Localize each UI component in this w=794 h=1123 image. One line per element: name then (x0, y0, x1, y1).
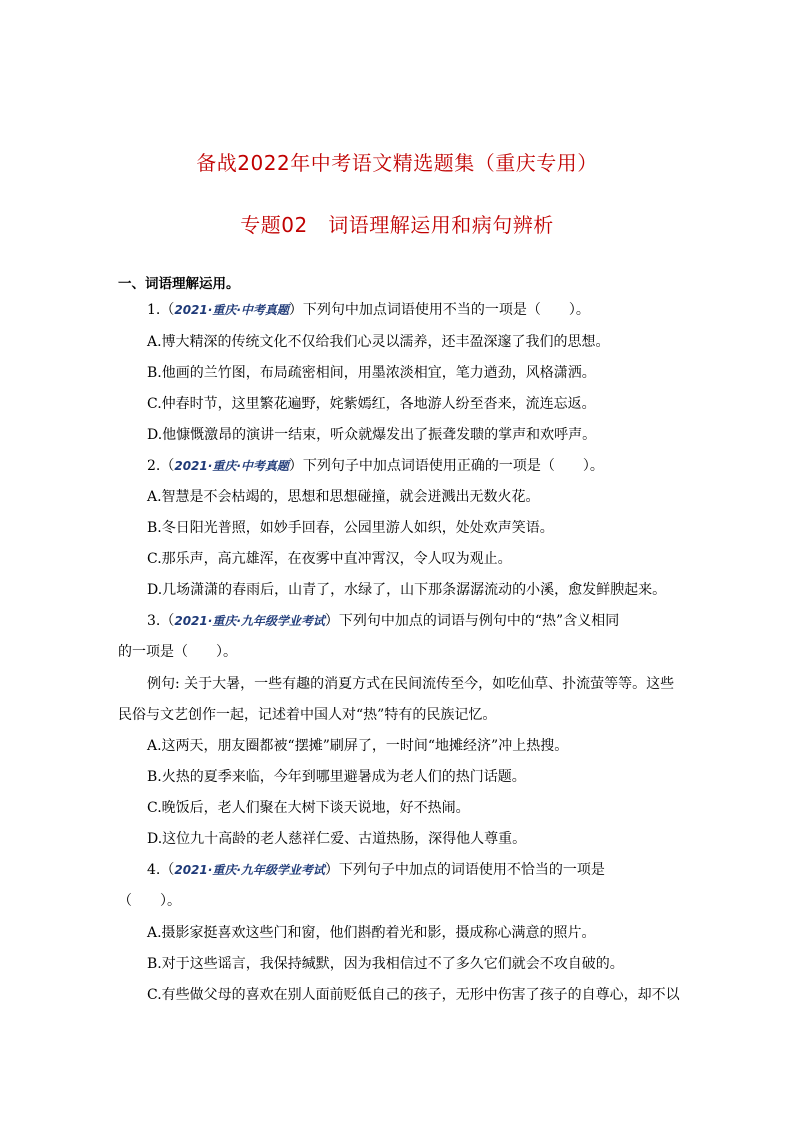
question-source: 2021·重庆·中考真题 (174, 459, 289, 473)
question-source: 2021·重庆·九年级学业考试 (174, 863, 325, 877)
document-subtitle: 专题02 词语理解运用和病句辨析 (240, 213, 554, 237)
question-number: 3. (147, 613, 161, 629)
option-a: A.这两天，朋友圈都被“摆摊”刷屏了，一时间“地摊经济”冲上热搜。 (147, 738, 569, 754)
option-a: A.博大精深的传统文化不仅给我们心灵以濡养，还丰盈深邃了我们的思想。 (147, 334, 610, 350)
option-d: D.这位九十高龄的老人慈祥仁爱、古道热肠，深得他人尊重。 (147, 831, 527, 847)
option-b: B.对于这些谣言，我保持缄默，因为我相信过不了多久它们就会不攻自破的。 (147, 956, 624, 972)
option-a: A.摄影家挺喜欢这些门和窗，他们斟酌着光和影，摄成称心满意的照片。 (147, 925, 596, 941)
question-number: 2. (147, 458, 161, 474)
option-b: B.火热的夏季来临，今年到哪里避暑成为老人们的热门话题。 (147, 769, 526, 785)
question-4-stem: 4.（2021·重庆·九年级学业考试）下列句子中加点的词语使用不恰当的一项是 (147, 862, 605, 878)
section-heading: 一、词语理解运用。 (118, 276, 240, 292)
question-1-stem: 1.（2021·重庆·中考真题）下列句中加点词语使用不当的一项是（ ）。 (147, 302, 590, 318)
option-d: D.他慷慨激昂的演讲一结束，听众就爆发出了振聋发聩的掌声和欢呼声。 (147, 427, 597, 443)
question-3-stem-cont: 的一项是（ ）。 (118, 644, 237, 660)
option-a: A.智慧是不会枯竭的，思想和思想碰撞，就会迸溅出无数火花。 (147, 489, 540, 505)
question-source: 2021·重庆·中考真题 (174, 303, 289, 317)
question-number: 4. (147, 862, 161, 878)
question-4-stem-cont: （ ）。 (118, 893, 181, 909)
question-3-stem: 3.（2021·重庆·九年级学业考试）下列句中加点的词语与例句中的“热”含义相同 (147, 613, 620, 629)
option-c: C.那乐声，高亢雄浑，在夜雾中直冲霄汉，令人叹为观止。 (147, 551, 512, 567)
option-c: C.有些做父母的喜欢在别人面前贬低自己的孩子，无形中伤害了孩子的自尊心，却不以 (147, 987, 680, 1003)
example-sentence: 例句: 关于大暑，一些有趣的消夏方式在民间流传至今，如吃仙草、扑流萤等等。这些 (147, 676, 675, 692)
option-b: B.他画的兰竹图，布局疏密相间，用墨浓淡相宜，笔力遒劲，风格潇洒。 (147, 365, 596, 381)
option-c: C.仲春时节，这里繁花遍野，姹紫嫣红，各地游人纷至沓来，流连忘返。 (147, 396, 596, 412)
document-title: 备战2022年中考语文精选题集（重庆专用） (196, 151, 598, 175)
question-source: 2021·重庆·九年级学业考试 (174, 614, 325, 628)
option-d: D.几场潇潇的春雨后，山青了，水绿了，山下那条潺潺流动的小溪，愈发鲜腴起来。 (147, 582, 667, 598)
example-sentence-cont: 民俗与文艺创作一起，记述着中国人对“热”特有的民族记忆。 (118, 707, 497, 723)
question-number: 1. (147, 302, 161, 318)
question-2-stem: 2.（2021·重庆·中考真题）下列句子中加点词语使用正确的一项是（ ）。 (147, 458, 604, 474)
option-c: C.晚饭后，老人们聚在大树下谈天说地，好不热闹。 (147, 800, 470, 816)
option-b: B.冬日阳光普照，如妙手回春，公园里游人如织，处处欢声笑语。 (147, 520, 554, 536)
